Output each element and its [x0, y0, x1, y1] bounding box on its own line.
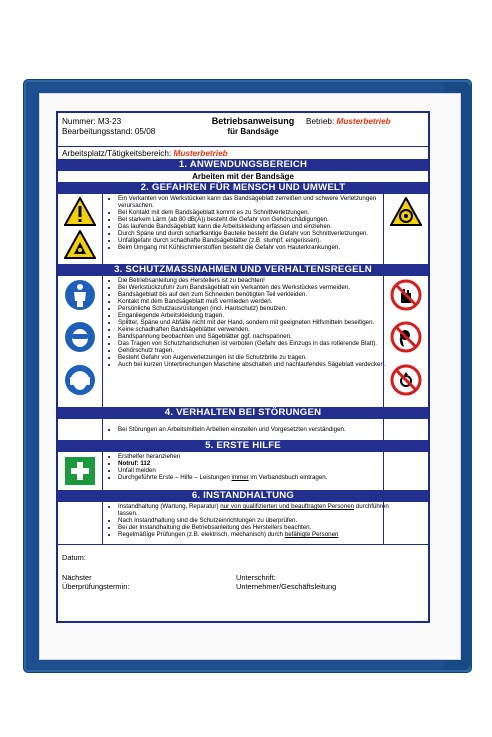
next-label: Nächster: [62, 573, 92, 582]
list-item: • Gehörschutz tragen.: [118, 347, 390, 354]
hazards-list: [108, 195, 390, 251]
no-jewelry-icon: [390, 364, 422, 396]
document-subtitle: für Bandsäge: [227, 126, 279, 136]
text: durchführen lassen.: [118, 503, 389, 517]
malfunction-row: [58, 419, 428, 440]
header-left: [62, 117, 155, 136]
list-item: • Bei starkem Lärm (ab 80 dB(A)) besteht die Gefahr von Gehörschädigungen.: [118, 216, 390, 223]
signature-block: [236, 573, 336, 591]
section-3-title: 3. SCHUTZMASSNAHMEN UND VERHALTENSREGELN: [58, 264, 428, 276]
list-item: • Ersthelfer heranziehen: [118, 453, 390, 460]
protective-clothing-icon: [64, 279, 96, 311]
list-item: • Bandspannung beobachten und Sägeblätter ggf. nachspannen.: [118, 333, 390, 340]
first-aid-list: [108, 453, 390, 481]
no-long-hair-icon: [390, 321, 422, 353]
maintenance-left-cell: [58, 502, 103, 544]
operating-instruction-document: [56, 111, 430, 623]
date-label: Datum:: [62, 553, 86, 562]
underlined-text: immer: [231, 474, 249, 481]
malfunction-right-cell: [383, 419, 428, 440]
entanglement-hazard-icon: [390, 197, 422, 226]
revision-status: Bearbeitungsstand: 05/08: [62, 126, 156, 136]
management-label: Unternehmer/Geschäftsleitung: [236, 582, 337, 591]
workplace-label: Arbeitsplatz/Tätigkeitsbereich:: [62, 149, 172, 158]
list-item: • Notruf: 112: [118, 460, 390, 467]
next-review-label: [62, 573, 129, 591]
list-item: • Unfallgefahr durch schadhafte Bandsägeblätter (z.B. stumpf; eingerissen).: [118, 237, 390, 244]
list-item: • Besteht Gefahr von Augenverletzungen ist die Schutzbrille zu tragen.: [118, 354, 390, 361]
section-6-title: 6. INSTANDHALTUNG: [58, 490, 428, 502]
workplace-name: Musterbetrieb: [173, 149, 228, 158]
list-item: • Keine schadhaften Bandsägeblätter verwenden.: [118, 326, 390, 333]
no-gloves-icon: [390, 279, 422, 311]
list-item: • Kontakt mit dem Bandsägeblatt muß vermieden werden.: [118, 298, 390, 305]
first-aid-icon-cell: [58, 452, 103, 490]
header-company: [306, 117, 391, 127]
review-date-label: Überprüfungstermin:: [62, 582, 130, 591]
list-item: • Bei Kontakt mit dem Bandsägeblatt kommt es zu Schnittverletzungen.: [118, 209, 390, 216]
first-aid-row: [58, 452, 428, 490]
maintenance-row: [58, 502, 428, 544]
maintenance-right-cell: [383, 502, 428, 544]
footer-divider: [58, 544, 428, 545]
list-item: • Das laufende Bandsägeblatt kann die Arbeitskleidung erfassen und einziehen.: [118, 223, 390, 230]
list-item: • Die Betriebsanleitung des Herstellers ist zu beachten!: [118, 277, 390, 284]
protective-measures-row: [58, 276, 428, 407]
first-aid-right-cell: [383, 452, 428, 490]
text: im Verbandsbuch eintragen.: [248, 474, 328, 481]
header-divider: [58, 146, 428, 147]
hazards-left-icons: [58, 194, 103, 264]
ppe-icons: [58, 276, 103, 407]
underlined-text: befähigte Personen: [284, 531, 339, 538]
section-1-title: 1. ANWENDUNGSBEREICH: [58, 159, 428, 171]
list-item: • Bei Störungen an Arbeitsmitteln Arbeiten einstellen und Vorgesetzten verständigen.: [118, 426, 390, 433]
list-item: • Nach Instandhaltung sind die Schutzeinrichtungen zu überprüfen.: [118, 517, 390, 524]
text: Regelmäßige Prüfungen (z.B. elektrisch, mechanisch) durch: [118, 531, 285, 538]
list-item: • Unfall melden: [118, 467, 390, 474]
list-item: • Splitter, Späne und Abfälle nicht mit der Hand, sondern mit geeigneten Hilfsmitteln beseitigen.: [118, 319, 390, 326]
text: Instandhaltung (Wartung, Reparatur): [118, 503, 221, 510]
hazards-row: [58, 194, 428, 264]
malfunction-list: [108, 426, 390, 433]
list-item: • Das Tragen von Schutzhandschuhen ist verboten (Gefahr des Einzugs in das rotierende Blatt).: [118, 340, 390, 347]
prohibition-icons: [383, 276, 428, 407]
list-item: • Enganliegende Arbeitskleidung tragen.: [118, 312, 390, 319]
warning-triangle-icon: [64, 197, 96, 226]
list-item: • Auch bei kurzen Unterbrechungen Maschine abschalten und nachlaufendes Sägeblatt verdecken.: [118, 361, 390, 368]
cut-hazard-icon: [64, 230, 96, 259]
signature-label: Unterschrift:: [236, 573, 276, 582]
goggles-icon: [64, 321, 96, 353]
list-item: • Ein Verkanten von Werkstücken kann das Bandsägeblatt zerreißen und schwere Verletzungen verursachen.: [118, 195, 390, 209]
document-number: Nummer: M3-23: [62, 117, 122, 126]
ear-protection-icon: [64, 364, 96, 396]
list-item: • Persönliche Schutzausrüstungen (incl. Hautschutz) benutzen.: [118, 305, 390, 312]
company-name: Musterbetrieb: [336, 117, 391, 126]
hazards-right-icons: [383, 194, 428, 264]
first-aid-icon: [65, 457, 95, 485]
list-item: • Bei Werkstückzufuhr zum Bandsägeblatt ein Verkanten des Werkstückes vermeiden,: [118, 284, 390, 291]
list-item: • Bandsägeblatt bis auf den zum Schneiden benötigten Teil verkleiden.: [118, 291, 390, 298]
header-title: [210, 117, 296, 136]
maintenance-list: [108, 503, 390, 538]
list-item: • Durch Späne und durch scharfkantige Bauteile besteht die Gefahr von Schnittverletzungen.: [118, 230, 390, 237]
protective-measures-list: [108, 277, 390, 368]
underlined-text: nur von qualifizierten und beauftragten Personen: [220, 503, 355, 510]
section-5-title: 5. ERSTE HILFE: [58, 440, 428, 452]
workplace-line: [62, 149, 228, 158]
list-item: [118, 503, 390, 517]
list-item: • Bei der Instandhaltung die Betriebsanleitung des Herstellers beachten.: [118, 524, 390, 531]
document-title: Betriebsanweisung: [211, 116, 295, 126]
malfunction-left-cell: [58, 419, 103, 440]
company-label: Betrieb:: [306, 117, 335, 126]
list-item: [118, 474, 390, 481]
section-4-title: 4. VERHALTEN BEI STÖRUNGEN: [58, 407, 428, 419]
list-item: [118, 531, 390, 538]
text: Durchgeführte Erste – Hilfe – Leistungen: [118, 474, 232, 481]
list-item: • Beim Umgang mit Kühlschmierstoffen besteht die Gefahr von Hauterkrankungen.: [118, 244, 390, 251]
section-2-title: 2. GEFAHREN FÜR MENSCH UND UMWELT: [58, 182, 428, 194]
application-area-text: Arbeiten mit der Bandsäge: [192, 172, 294, 181]
